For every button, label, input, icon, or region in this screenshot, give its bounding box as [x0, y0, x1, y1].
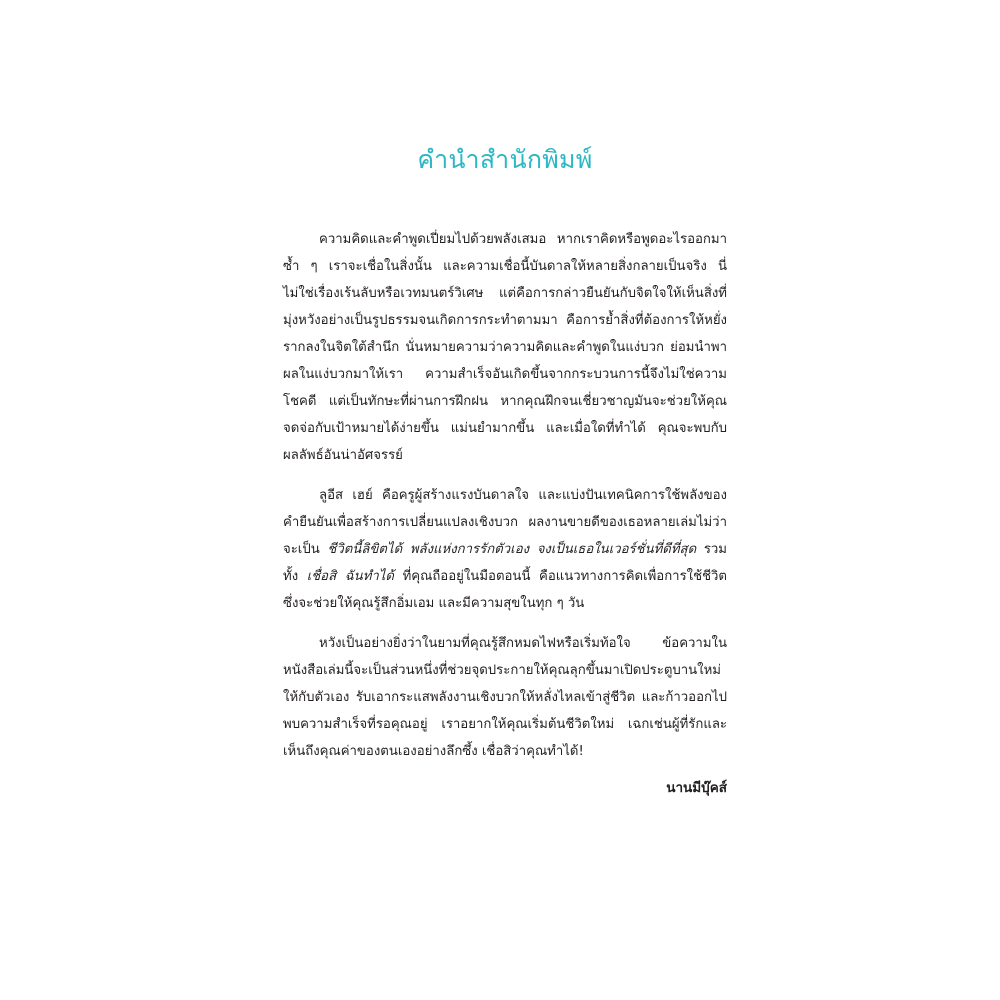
paragraph-1-text: ความคิดและคำพูดเปี่ยมไปด้วยพลังเสมอ หากเราคิดหรือพูดอะไรออกมาซ้ำ ๆ เราจะเชื่อในสิ่งนั้น และความเชื่อนี้บันดาลให้หลายสิ่งกลายเป็นจริง นี่ไม่ใช่เรื่องเร้นลับหรือเวทมนตร์วิเศษ แต่คือการกล่าวยืนยันกับจิตใจให้เห็นสิ่งที่มุ่งหวังอย่างเป็นรูปธรรมจนเกิดการกระทำตามมา คือการย้ำสิ่งที่ต้องการให้หยั่งรากลงในจิตใต้สำนึก นั่นหมายความว่าความคิดและคำพูดในแง่บวก ย่อมนำพาผลในแง่บวกมาให้เรา ความสำเร็จอันเกิดขึ้นจากกระบวนการนี้จึงไม่ใช่ความโชคดี แต่เป็นทักษะที่ผ่านการฝึกฝน หากคุณฝึกจนเชี่ยวชาญมันจะช่วยให้คุณจดจ่อกับเป้าหมายได้ง่ายขึ้น แม่นยำมากขึ้น และเมื่อใดที่ทำได้ คุณจะพบกับผลลัพธ์อันน่าอัศจรรย์	[283, 232, 727, 463]
paragraph-1	[283, 226, 727, 469]
paragraph-2-text-a: ลูอีส เฮย์ คือครูผู้สร้างแรงบันดาลใจ และแบ่งปันเทคนิคการใช้พลังของคำยืนยันเพื่อสร้างการเปลี่ยนแปลงเชิงบวก ผลงานขายดีของเธอหลายเล่มไม่ว่าจะเป็น	[283, 488, 727, 557]
preface-body	[283, 226, 727, 802]
paragraph-3-text: หวังเป็นอย่างยิ่งว่าในยามที่คุณรู้สึกหมดไฟหรือเริ่มท้อใจ ข้อความในหนังสือเล่มนี้จะเป็นส่วนหนึ่งที่ช่วยจุดประกายให้คุณลุกขึ้นมาเปิดประตูบานใหม่ให้กับตัวเอง รับเอากระแสพลังงานเชิงบวกให้หลั่งไหลเข้าสู่ชีวิต และก้าวออกไปพบความสำเร็จที่รอคุณอยู่ เราอยากให้คุณเริ่มต้นชีวิตใหม่ เฉกเช่นผู้ที่รักและเห็นถึงคุณค่าของตนเองอย่างลึกซึ้ง เชื่อสิว่าคุณทำได้!	[283, 636, 727, 759]
paragraph-2-text-c: ที่คุณถืออยู่ในมือตอนนี้ คือแนวทางการคิดเพื่อการใช้ชีวิต ซึ่งจะช่วยให้คุณรู้สึกอิ่มเอม และมีความสุขในทุก ๆ วัน	[283, 569, 727, 611]
page-title: คำนำสำนักพิมพ์	[417, 145, 593, 174]
paragraph-2-text-b: รวมทั้ง	[283, 542, 727, 584]
book-titles-italic: ชีวิตนี้ลิขิตได้ พลังแห่งการรักตัวเอง จงเป็นเธอในเวอร์ชั่นที่ดีที่สุด	[327, 542, 697, 557]
book-title-italic: เชื่อสิ ฉันทำได้	[306, 569, 394, 584]
publisher-signature: นานมีบุ๊คส์	[666, 780, 727, 796]
paragraph-2	[283, 482, 727, 617]
paragraph-3	[283, 630, 727, 765]
preface-page	[283, 140, 727, 802]
